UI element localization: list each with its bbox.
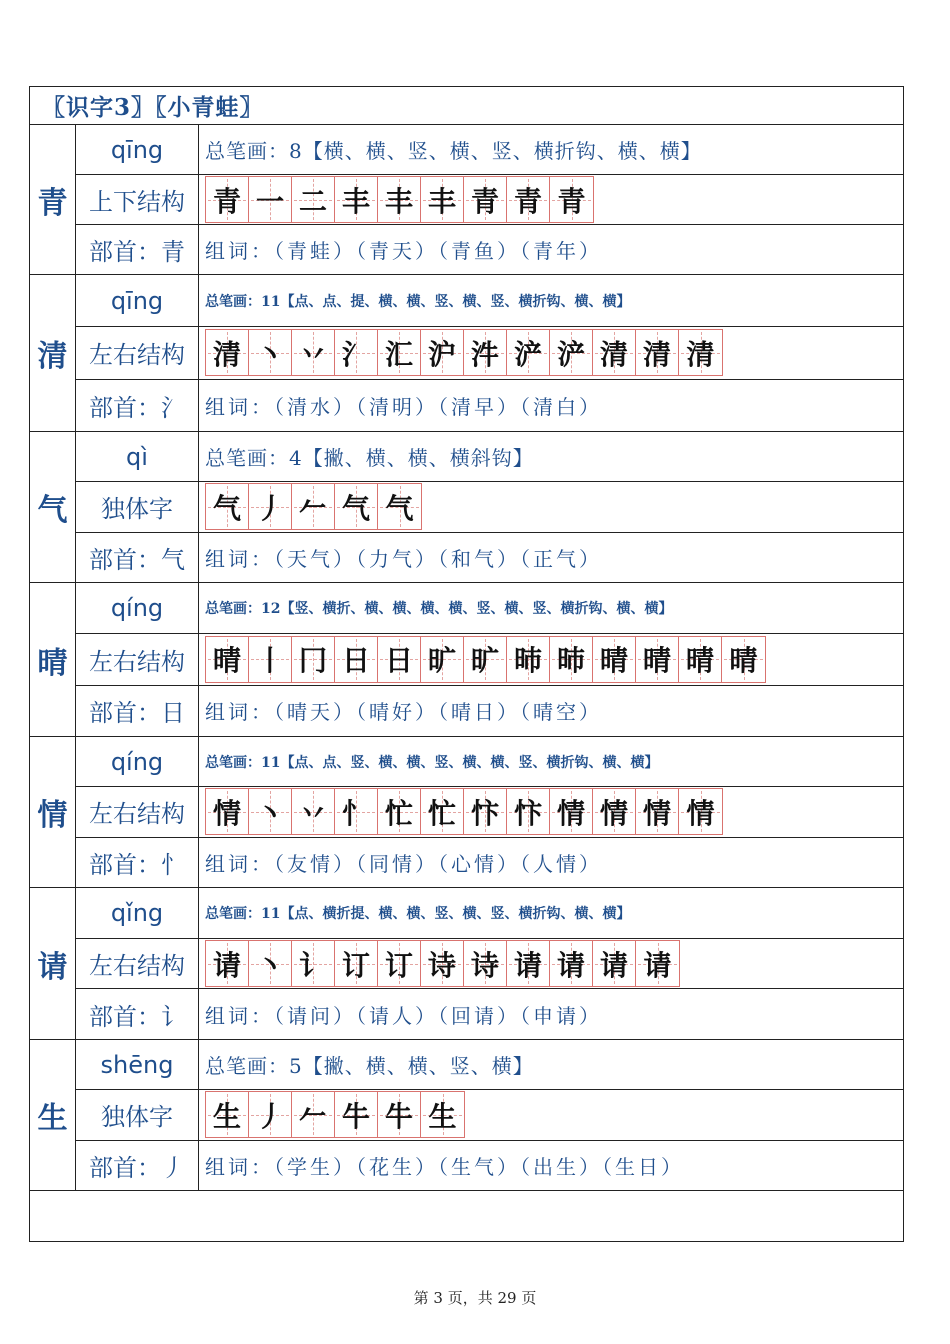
stroke-step-cell <box>249 789 292 834</box>
stroke-step-cell <box>335 177 378 222</box>
stroke-step-cell <box>335 1092 378 1137</box>
stroke-step-glyph: 气 <box>385 491 414 525</box>
stroke-step-cell <box>679 330 722 375</box>
stroke-step-cell <box>292 484 335 529</box>
stroke-order-text: 总笔画：11【点、点、竖、横、横、竖、横、横、竖、横折钩、横、横】 <box>205 754 659 771</box>
stroke-step-glyph: 诗 <box>470 948 499 982</box>
structure-row <box>76 1090 903 1140</box>
stroke-step-cell <box>292 1092 335 1137</box>
structure-label: 独体字 <box>76 1090 199 1139</box>
stroke-step-glyph: 氵 <box>341 337 370 371</box>
stroke-step-glyph: 清 <box>212 337 241 371</box>
word-examples: 组词：（友情）（同情）（心情）（人情） <box>205 851 602 876</box>
stroke-grid <box>205 483 422 530</box>
stroke-step-cell <box>636 941 679 986</box>
stroke-step-glyph: 青 <box>557 184 586 218</box>
character-block <box>30 1040 903 1191</box>
stroke-grid-area <box>199 482 903 531</box>
stroke-step-glyph: 忙 <box>427 796 456 830</box>
main-character: 晴 <box>30 583 76 736</box>
stroke-step-cell <box>679 637 722 682</box>
stroke-step-cell <box>378 789 421 834</box>
stroke-step-cell <box>550 941 593 986</box>
structure-row <box>76 939 903 990</box>
stroke-step-glyph: 请 <box>556 948 585 982</box>
stroke-step-cell <box>636 637 679 682</box>
radical-label: 部首：气 <box>76 533 199 582</box>
stroke-grid-area <box>199 787 903 836</box>
stroke-step-cell <box>378 484 421 529</box>
stroke-step-cell <box>292 177 335 222</box>
stroke-order-text: 总笔画：12【竖、横折、横、横、横、横、竖、横、竖、横折钩、横、横】 <box>205 601 673 618</box>
stroke-step-cell <box>421 177 464 222</box>
stroke-step-glyph: 讠 <box>298 948 327 982</box>
stroke-step-glyph: 请 <box>643 948 672 982</box>
character-block <box>30 125 903 275</box>
pinyin-row <box>76 737 903 787</box>
pinyin-row <box>76 125 903 175</box>
word-examples: 组词：（青蛙）（青天）（青鱼）（青年） <box>205 239 602 263</box>
word-examples: 组词：（晴天）（晴好）（晴日）（晴空） <box>205 700 602 725</box>
structure-label: 左右结构 <box>76 939 199 989</box>
stroke-step-glyph: 浐 <box>556 337 585 371</box>
pinyin-row <box>76 1040 903 1090</box>
stroke-step-cell <box>335 789 378 834</box>
stroke-step-glyph: 青 <box>212 184 241 218</box>
stroke-step-glyph: 浐 <box>513 337 542 371</box>
radical-label: 部首：忄 <box>76 838 199 887</box>
stroke-step-cell <box>507 941 550 986</box>
stroke-step-glyph: 一 <box>255 184 284 218</box>
structure-label: 独体字 <box>76 482 199 531</box>
stroke-grid-area <box>199 939 903 989</box>
stroke-step-cell <box>421 941 464 986</box>
stroke-step-cell <box>593 637 636 682</box>
stroke-step-glyph: 晴 <box>599 644 628 678</box>
stroke-step-cell <box>378 330 421 375</box>
stroke-grid <box>205 788 723 835</box>
structure-row <box>76 634 903 685</box>
stroke-grid-area <box>199 327 903 378</box>
stroke-step-glyph: 丰 <box>384 184 413 218</box>
stroke-step-glyph: 丰 <box>341 184 370 218</box>
word-examples: 组词：（学生）（花生）（生气）（出生）（生日） <box>205 1154 684 1179</box>
stroke-step-glyph: 𠂉 <box>298 491 327 525</box>
stroke-step-cell <box>378 177 421 222</box>
structure-row <box>76 482 903 532</box>
stroke-step-cell <box>464 637 507 682</box>
stroke-step-glyph: 丰 <box>427 184 456 218</box>
stroke-step-cell <box>464 941 507 986</box>
word-examples: 组词：（请问）（请人）（回请）（申请） <box>205 1003 602 1028</box>
stroke-order-text: 总笔画：11【点、横折提、横、横、竖、横、竖、横折钩、横、横】 <box>205 905 631 922</box>
stroke-step-cell <box>464 330 507 375</box>
stroke-step-glyph: 冂 <box>298 644 327 678</box>
stroke-step-glyph: 忭 <box>470 796 499 830</box>
stroke-step-cell <box>679 789 722 834</box>
stroke-step-glyph: 晴 <box>212 644 241 678</box>
stroke-step-cell <box>206 941 249 986</box>
pinyin-row <box>76 432 903 482</box>
pinyin: qīng <box>76 125 199 174</box>
stroke-grid <box>205 636 766 683</box>
stroke-step-cell <box>464 177 507 222</box>
stroke-step-glyph: 请 <box>212 948 241 982</box>
stroke-step-cell <box>206 1092 249 1137</box>
structure-label: 左右结构 <box>76 634 199 684</box>
stroke-step-cell <box>550 789 593 834</box>
main-character: 青 <box>30 125 76 274</box>
stroke-step-cell <box>636 330 679 375</box>
character-block <box>30 737 903 888</box>
stroke-grid <box>205 940 680 987</box>
stroke-step-cell <box>722 637 765 682</box>
stroke-step-cell <box>249 1092 292 1137</box>
stroke-step-glyph: 请 <box>599 948 628 982</box>
stroke-step-cell <box>507 177 550 222</box>
stroke-step-cell <box>507 330 550 375</box>
stroke-step-cell <box>421 789 464 834</box>
stroke-step-cell <box>249 330 292 375</box>
pinyin: shēng <box>76 1040 199 1089</box>
stroke-step-cell <box>335 941 378 986</box>
stroke-step-cell <box>206 789 249 834</box>
radical-row <box>76 225 903 274</box>
stroke-step-cell <box>249 637 292 682</box>
stroke-step-glyph: 𠂉 <box>298 1099 327 1133</box>
stroke-step-glyph: 订 <box>384 948 413 982</box>
radical-row <box>76 533 903 582</box>
structure-row <box>76 327 903 379</box>
stroke-step-glyph: 青 <box>470 184 499 218</box>
character-block <box>30 888 903 1040</box>
structure-row <box>76 787 903 837</box>
stroke-step-glyph: 订 <box>341 948 370 982</box>
stroke-step-cell <box>292 789 335 834</box>
stroke-step-cell <box>292 637 335 682</box>
structure-row <box>76 175 903 225</box>
radical-label: 部首：丿 <box>76 1141 199 1190</box>
stroke-step-cell <box>593 941 636 986</box>
stroke-step-glyph: 忄 <box>341 796 370 830</box>
stroke-step-cell <box>464 789 507 834</box>
stroke-order-text: 总笔画：8【横、横、竖、横、竖、横折钩、横、横】 <box>205 139 702 163</box>
stroke-step-glyph: 情 <box>556 796 585 830</box>
stroke-step-cell <box>421 330 464 375</box>
stroke-grid-area <box>199 175 903 224</box>
structure-label: 上下结构 <box>76 175 199 224</box>
stroke-step-cell <box>593 789 636 834</box>
main-character: 情 <box>30 737 76 887</box>
stroke-grid-area <box>199 634 903 684</box>
empty-row <box>30 1191 903 1241</box>
stroke-step-glyph: 沪 <box>427 337 456 371</box>
character-block <box>30 583 903 737</box>
stroke-step-glyph: 情 <box>599 796 628 830</box>
stroke-step-glyph: 旷 <box>470 644 499 678</box>
pinyin: qì <box>76 432 199 481</box>
stroke-step-glyph: 晴 <box>685 644 714 678</box>
stroke-step-glyph: 牛 <box>384 1099 413 1133</box>
stroke-step-glyph: 清 <box>686 337 715 371</box>
stroke-step-cell <box>292 941 335 986</box>
stroke-step-cell <box>249 177 292 222</box>
stroke-step-glyph: 晴 <box>642 644 671 678</box>
stroke-step-cell <box>206 637 249 682</box>
stroke-step-glyph: 丶 <box>255 337 284 371</box>
stroke-step-cell <box>636 789 679 834</box>
radical-row <box>76 1141 903 1190</box>
radical-row <box>76 380 903 431</box>
stroke-step-glyph: 丶 <box>255 948 284 982</box>
stroke-step-glyph: 汼 <box>470 337 499 371</box>
stroke-step-glyph: 生 <box>212 1099 241 1133</box>
stroke-step-cell <box>335 330 378 375</box>
radical-label: 部首：日 <box>76 686 199 736</box>
stroke-step-glyph: 牛 <box>341 1099 370 1133</box>
stroke-step-glyph: 清 <box>599 337 628 371</box>
radical-row <box>76 838 903 887</box>
main-character: 气 <box>30 432 76 582</box>
main-character: 清 <box>30 275 76 431</box>
character-table <box>29 86 904 1242</box>
stroke-step-glyph: 旷 <box>427 644 456 678</box>
stroke-step-cell <box>378 637 421 682</box>
pinyin: qíng <box>76 737 199 786</box>
main-character: 请 <box>30 888 76 1039</box>
stroke-step-cell <box>206 330 249 375</box>
stroke-grid <box>205 176 594 223</box>
stroke-step-glyph: 昁 <box>556 644 585 678</box>
stroke-step-cell <box>378 941 421 986</box>
stroke-step-glyph: 日 <box>341 644 370 678</box>
radical-row <box>76 989 903 1039</box>
stroke-step-glyph: 昁 <box>513 644 542 678</box>
main-character: 生 <box>30 1040 76 1190</box>
stroke-step-cell <box>378 1092 421 1137</box>
stroke-step-cell <box>507 789 550 834</box>
word-examples: 组词：（天气）（力气）（和气）（正气） <box>205 546 602 571</box>
stroke-step-glyph: 二 <box>298 184 327 218</box>
character-blocks <box>30 125 903 1191</box>
stroke-step-cell <box>206 484 249 529</box>
pinyin: qíng <box>76 583 199 633</box>
stroke-step-cell <box>550 637 593 682</box>
pinyin-row <box>76 583 903 634</box>
stroke-step-glyph: 忙 <box>384 796 413 830</box>
stroke-step-glyph: 丶 <box>255 796 284 830</box>
stroke-step-glyph: 生 <box>428 1099 457 1133</box>
stroke-order-text: 总笔画：5【撇、横、横、竖、横】 <box>205 1054 534 1079</box>
stroke-step-glyph: 诗 <box>427 948 456 982</box>
radical-label: 部首：青 <box>76 225 199 274</box>
radical-label: 部首：氵 <box>76 380 199 431</box>
stroke-grid-area <box>199 1090 903 1139</box>
stroke-step-glyph: 情 <box>642 796 671 830</box>
stroke-grid <box>205 1091 465 1138</box>
stroke-order-text: 总笔画：4【撇、横、横、横斜钩】 <box>205 446 534 471</box>
stroke-step-glyph: 丷 <box>298 796 327 830</box>
stroke-step-glyph: 晴 <box>729 644 758 678</box>
stroke-step-glyph: 日 <box>384 644 413 678</box>
pinyin: qǐng <box>76 888 199 938</box>
stroke-step-glyph: 丨 <box>255 644 284 678</box>
stroke-step-glyph: 汇 <box>384 337 413 371</box>
lesson-title: 〖识字3〗〖小青蛙〗 <box>30 87 903 125</box>
radical-label: 部首：讠 <box>76 989 199 1039</box>
stroke-step-cell <box>249 484 292 529</box>
stroke-step-glyph: 情 <box>212 796 241 830</box>
stroke-step-glyph: 丷 <box>298 337 327 371</box>
pinyin-row <box>76 888 903 939</box>
stroke-step-glyph: 丿 <box>255 1099 284 1133</box>
radical-row <box>76 686 903 736</box>
stroke-step-cell <box>335 637 378 682</box>
stroke-step-glyph: 请 <box>513 948 542 982</box>
character-block <box>30 432 903 583</box>
stroke-step-glyph: 丿 <box>255 491 284 525</box>
stroke-step-glyph: 忭 <box>513 796 542 830</box>
stroke-step-glyph: 情 <box>686 796 715 830</box>
stroke-step-cell <box>421 1092 464 1137</box>
stroke-step-cell <box>249 941 292 986</box>
stroke-step-cell <box>421 637 464 682</box>
pinyin: qīng <box>76 275 199 326</box>
stroke-step-glyph: 气 <box>212 491 241 525</box>
stroke-step-cell <box>550 330 593 375</box>
page-number: 第 3 页，共 29 页 <box>413 1289 537 1307</box>
stroke-step-glyph: 青 <box>513 184 542 218</box>
stroke-step-cell <box>335 484 378 529</box>
stroke-order-text: 总笔画：11【点、点、提、横、横、竖、横、竖、横折钩、横、横】 <box>205 293 631 310</box>
stroke-step-glyph: 清 <box>642 337 671 371</box>
stroke-step-cell <box>550 177 593 222</box>
structure-label: 左右结构 <box>76 787 199 836</box>
word-examples: 组词：（清水）（清明）（清早）（清白） <box>205 394 602 419</box>
structure-label: 左右结构 <box>76 327 199 378</box>
stroke-step-cell <box>206 177 249 222</box>
stroke-step-cell <box>292 330 335 375</box>
stroke-step-cell <box>507 637 550 682</box>
character-block <box>30 275 903 432</box>
stroke-step-cell <box>593 330 636 375</box>
pinyin-row <box>76 275 903 327</box>
stroke-grid <box>205 329 723 376</box>
stroke-step-glyph: 气 <box>341 491 370 525</box>
